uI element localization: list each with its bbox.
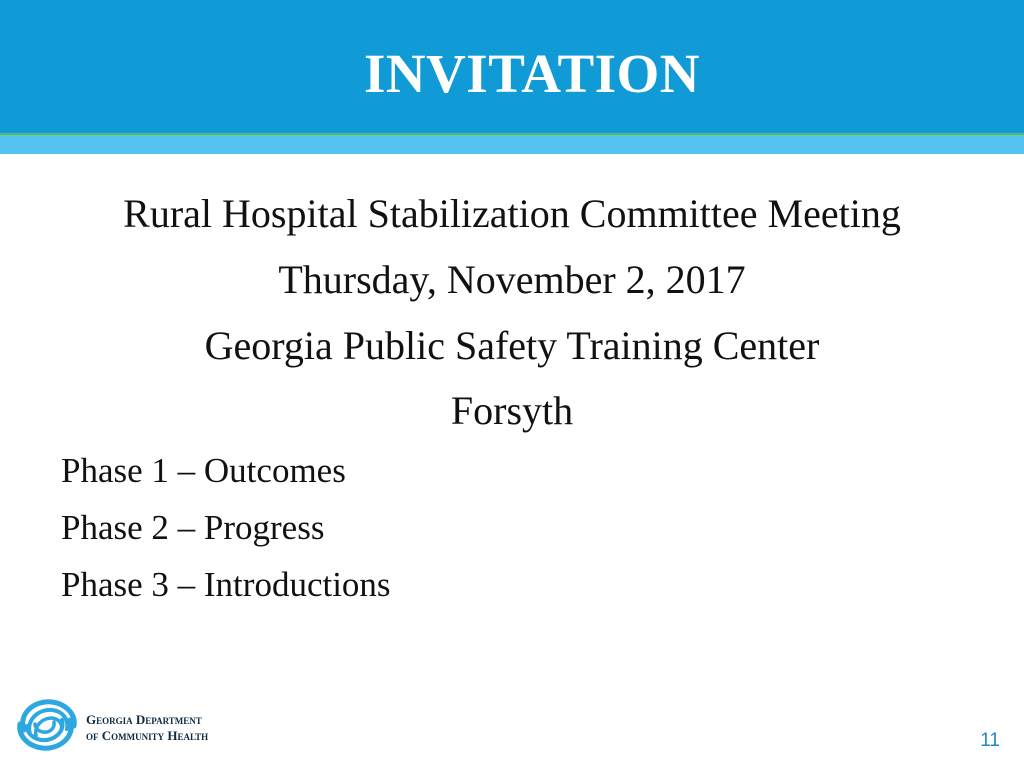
meeting-name: Rural Hospital Stabilization Committee Meeting	[123, 191, 901, 236]
org-name	[86, 712, 208, 744]
header-stripe	[0, 135, 1024, 154]
page-number: 11	[980, 730, 1000, 751]
org-name-line-1: Georgia Department	[86, 712, 202, 727]
meeting-date: Thursday, November 2, 2017	[278, 257, 746, 302]
meeting-venue: Georgia Public Safety Training Center	[204, 323, 820, 368]
dch-swirl-logo-icon	[14, 696, 80, 752]
phase-item: Phase 2 – Progress	[61, 508, 325, 547]
header-divider	[0, 133, 1024, 136]
phase-item: Phase 1 – Outcomes	[61, 451, 346, 490]
meeting-city: Forsyth	[450, 388, 574, 433]
org-name-line-2: of Community Health	[86, 728, 209, 743]
phase-item: Phase 3 – Introductions	[61, 565, 391, 604]
slide-title: INVITATION	[363, 43, 701, 104]
